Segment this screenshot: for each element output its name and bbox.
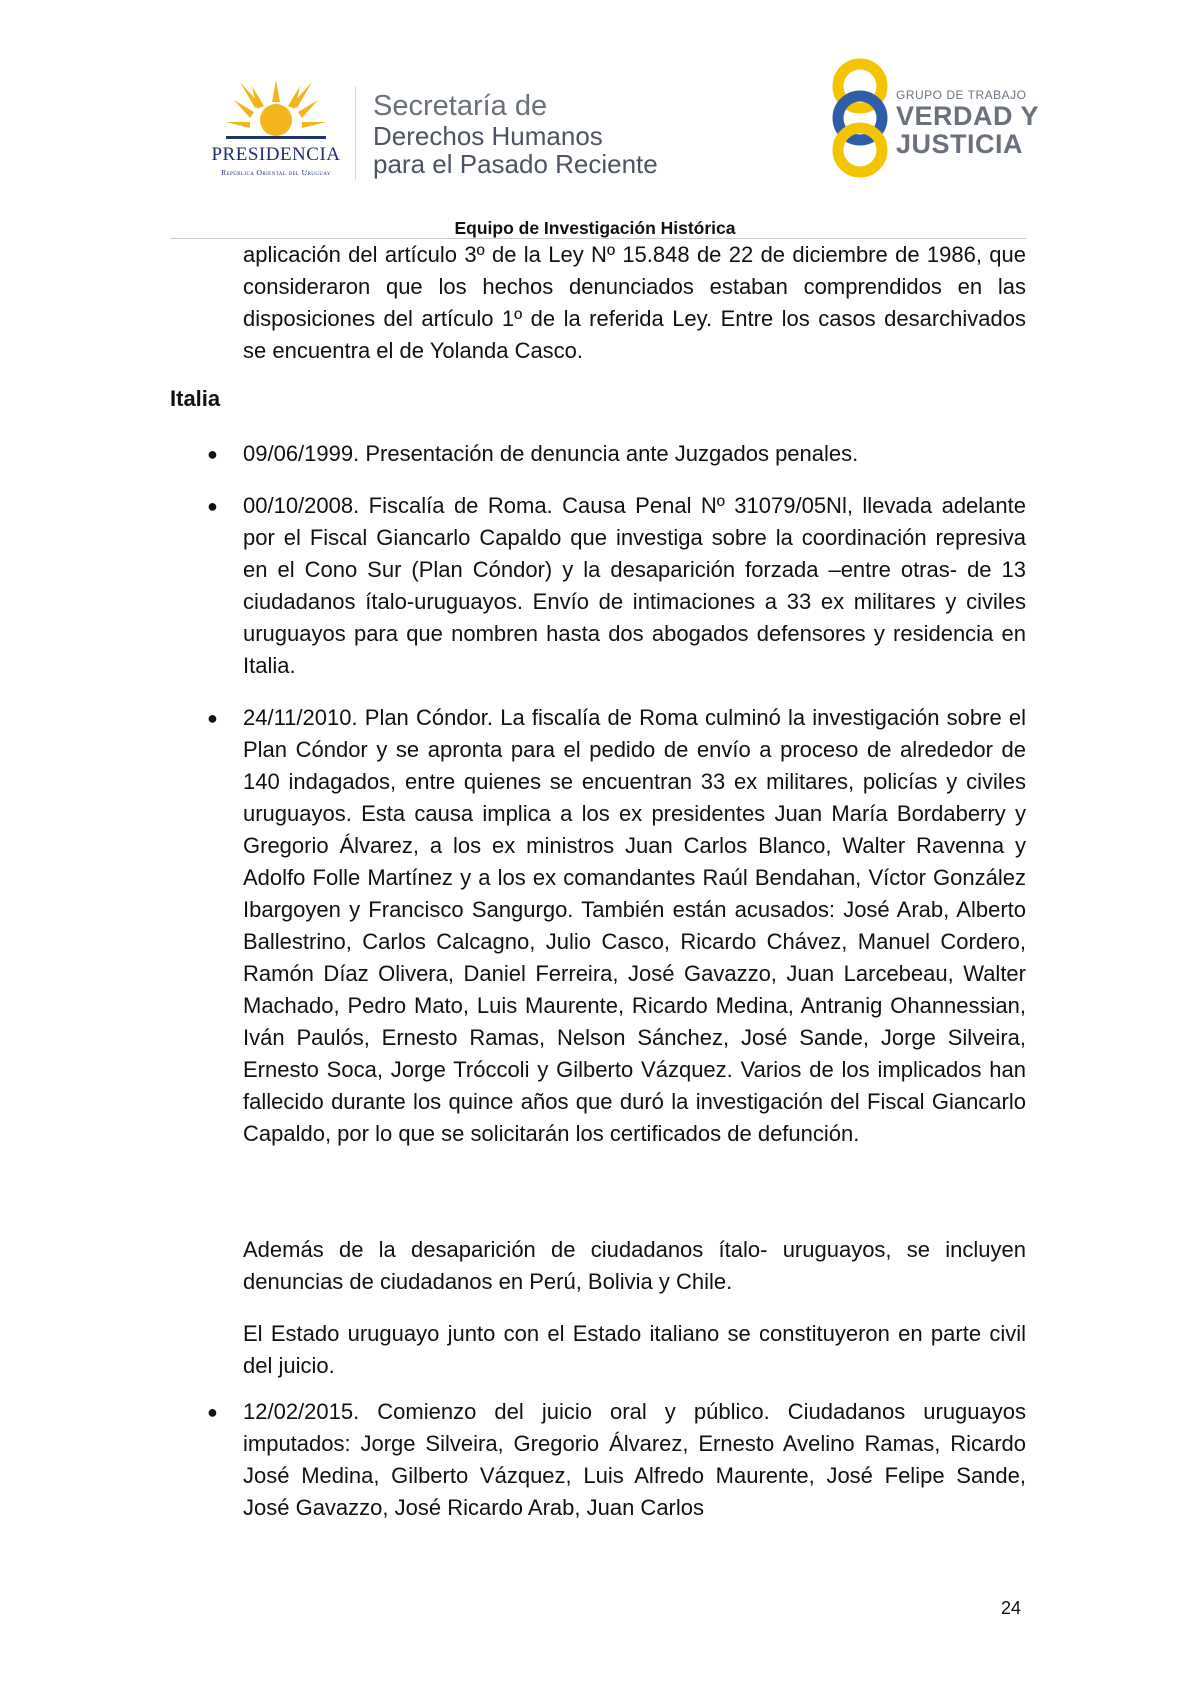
bullet-icon: ● bbox=[207, 444, 218, 464]
secretaria-line1: Secretaría de bbox=[373, 90, 548, 122]
presidencia-subtitle: República Oriental del Uruguay bbox=[221, 168, 331, 177]
secretaria-logo-text bbox=[373, 90, 733, 178]
presidencia-name: PRESIDENCIA bbox=[211, 144, 341, 165]
list-item: 24/11/2010. Plan Cóndor. La fiscalía de Roma culminó la investigación sobre el Plan Cóndor y se apronta para el pedido de envío a proceso de alrededor de 140 indagados, entre quienes se encuentran 33 ex militares, policías y civiles uruguayos. Esta causa implica a los ex presidentes Juan María Bordaberry y Gregorio Álvarez, a los ex ministros Juan Carlos Blanco, Walter Ravenna y Adolfo Folle Martínez y a los ex comandantes Raúl Bendahan, Víctor González Ibargoyen y Francisco Sangurgo. También están acusados: José Arab, Alberto Ballestrino, Carlos Calcagno, Julio Casco, Ricardo Chávez, Manuel Cordero, Ramón Díaz Olivera, Daniel Ferreira, José Gavazzo, Juan Larcebeau, Walter Machado, Pedro Mato, Luis Maurente, Ricardo Medina, Antranig Ohannessian, Iván Paulós, Ernesto Ramas, Nelson Sánchez, José Sande, Jorge Silveira, Ernesto Soca, Jorge Tróccoli y Gilberto Vázquez. Varios de los implicados han fallecido durante los quince años que duró la investigación del Fiscal Giancarlo Capaldo, por lo que se solicitarán los certificados de defunción. bbox=[243, 705, 1026, 1146]
grupo-line2: VERDAD Y bbox=[896, 101, 1040, 131]
intro-paragraph: aplicación del artículo 3º de la Ley Nº 15.848 de 22 de diciembre de 1986, que consideraron que los hechos denunciados estaban comprendidos en las disposiciones del artículo 1º de la referida Ley. Entre los casos desarchivados se encuentra el de Yolanda Casco. bbox=[243, 242, 1026, 363]
grupo-line1: GRUPO DE TRABAJO bbox=[896, 88, 1027, 102]
sub-paragraph: Además de la desaparición de ciudadanos ítalo- uruguayos, se incluyen denuncias de ciudadanos en Perú, Bolivia y Chile. bbox=[243, 1237, 1026, 1294]
sub-paragraph: El Estado uruguayo junto con el Estado italiano se constituyeron en parte civil del juicio. bbox=[243, 1321, 1026, 1378]
verdad-justicia-rings-icon bbox=[820, 56, 900, 180]
grupo-line3: JUSTICIA bbox=[896, 129, 1024, 159]
page-number: 24 bbox=[1001, 1598, 1022, 1618]
secretaria-line3: para el Pasado Reciente bbox=[373, 149, 658, 179]
bullet-icon: ● bbox=[207, 708, 218, 728]
presidencia-logo bbox=[196, 80, 356, 180]
sun-emblem-icon bbox=[226, 80, 326, 144]
bullet-icon: ● bbox=[207, 496, 218, 516]
secretaria-line2: Derechos Humanos bbox=[373, 121, 603, 151]
list-item: 09/06/1999. Presentación de denuncia ante Juzgados penales. bbox=[243, 441, 859, 466]
document-title: Equipo de Investigación Histórica bbox=[454, 218, 736, 238]
list-item: 12/02/2015. Comienzo del juicio oral y público. Ciudadanos uruguayos imputados: Jorge Silveira, Gregorio Álvarez, Ernesto Avelino Ramas, Ricardo José Medina, Gilberto Vázquez, Luis Alfredo Maurente, José Felipe Sande, José Gavazzo, José Ricardo Arab, Juan Carlos bbox=[243, 1399, 1026, 1520]
list-item: 00/10/2008. Fiscalía de Roma. Causa Penal Nº 31079/05Nl, llevada adelante por el Fiscal Giancarlo Capaldo que investiga sobre la coordinación represiva en el Cono Sur (Plan Cóndor) y la desaparición forzada –entre otras- de 13 ciudadanos ítalo-uruguayos. Envío de intimaciones a 33 ex militares y civiles uruguayos para que nombren hasta dos abogados defensores y residencia en Italia. bbox=[243, 493, 1026, 678]
section-heading: Italia bbox=[170, 386, 221, 411]
bullet-icon: ● bbox=[207, 1402, 218, 1422]
verdad-justicia-logo-text bbox=[896, 88, 1039, 158]
logo-divider bbox=[355, 86, 356, 180]
